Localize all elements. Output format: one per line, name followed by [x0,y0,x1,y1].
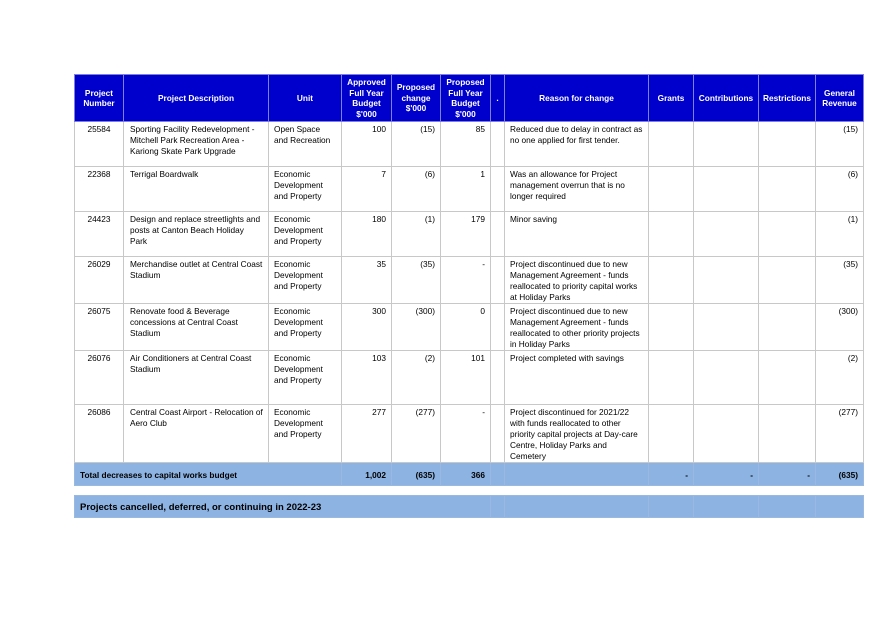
project-description: Sporting Facility Redevelopment - Mitchell Park Recreation Area - Kariong Skate Park Upgrade [124,122,269,167]
project-description: Air Conditioners at Central Coast Stadium [124,351,269,405]
general-revenue: (35) [816,257,864,304]
approved-budget: 100 [342,122,392,167]
grants [649,122,694,167]
restrictions [759,122,816,167]
proposed-change: (35) [392,257,441,304]
contributions [694,405,759,463]
grants [649,304,694,351]
restrictions [759,351,816,405]
proposed-budget: 0 [441,304,491,351]
approved-budget: 300 [342,304,392,351]
reason: Project completed with savings [505,351,649,405]
reason: Minor saving [505,212,649,257]
header-approved-budget: Approved Full Year Budget $'000 [342,75,392,122]
unit: Economic Development and Property [269,304,342,351]
total-reason [505,463,649,486]
proposed-budget: 1 [441,167,491,212]
approved-budget: 35 [342,257,392,304]
table-row [75,257,864,304]
unit: Economic Development and Property [269,351,342,405]
blank-cell [491,167,505,212]
general-revenue: (1) [816,212,864,257]
table-row [75,212,864,257]
proposed-change: (2) [392,351,441,405]
total-proposed: 366 [441,463,491,486]
project-number: 24423 [75,212,124,257]
project-description: Design and replace streetlights and posts at Canton Beach Holiday Park [124,212,269,257]
total-general-revenue: (635) [816,463,864,486]
general-revenue: (277) [816,405,864,463]
project-description: Merchandise outlet at Central Coast Stadium [124,257,269,304]
header-reason: Reason for change [505,75,649,122]
blank-cell [491,257,505,304]
total-approved: 1,002 [342,463,392,486]
proposed-change: (6) [392,167,441,212]
table-row [75,351,864,405]
proposed-change: (1) [392,212,441,257]
project-number: 26086 [75,405,124,463]
section-cell [816,496,864,518]
project-description: Terrigal Boardwalk [124,167,269,212]
project-description: Central Coast Airport - Relocation of Aero Club [124,405,269,463]
restrictions [759,257,816,304]
unit: Economic Development and Property [269,212,342,257]
unit: Economic Development and Property [269,257,342,304]
capital-works-table [74,74,864,518]
header-proposed-budget: Proposed Full Year Budget $'000 [441,75,491,122]
table-row [75,304,864,351]
approved-budget: 277 [342,405,392,463]
approved-budget: 7 [342,167,392,212]
section-cell [694,496,759,518]
header-project-description: Project Description [124,75,269,122]
general-revenue: (6) [816,167,864,212]
reason: Was an allowance for Project management overrun that is no longer required [505,167,649,212]
project-number: 26076 [75,351,124,405]
unit: Open Space and Recreation [269,122,342,167]
spacer-row [75,486,864,496]
reason: Project discontinued due to new Management Agreement - funds reallocated to other priority projects in Holiday Parks [505,304,649,351]
blank-cell [491,463,505,486]
table-row [75,405,864,463]
grants [649,405,694,463]
general-revenue: (15) [816,122,864,167]
project-number: 22368 [75,167,124,212]
section-row [75,496,864,518]
total-restrictions: - [759,463,816,486]
total-label: Total decreases to capital works budget [75,463,342,486]
project-number: 26075 [75,304,124,351]
header-blank: . [491,75,505,122]
contributions [694,351,759,405]
restrictions [759,405,816,463]
header-general-revenue: General Revenue [816,75,864,122]
proposed-budget: 179 [441,212,491,257]
header-proposed-change: Proposed change $'000 [392,75,441,122]
restrictions [759,167,816,212]
contributions [694,122,759,167]
header-contributions: Contributions [694,75,759,122]
blank-cell [491,304,505,351]
table-row [75,167,864,212]
total-row [75,463,864,486]
blank-cell [491,405,505,463]
reason: Reduced due to delay in contract as no one applied for first tender. [505,122,649,167]
header-unit: Unit [269,75,342,122]
project-number: 25584 [75,122,124,167]
unit: Economic Development and Property [269,167,342,212]
header-row [75,75,864,122]
total-change: (635) [392,463,441,486]
total-grants: - [649,463,694,486]
general-revenue: (2) [816,351,864,405]
header-grants: Grants [649,75,694,122]
project-description: Renovate food & Beverage concessions at Central Coast Stadium [124,304,269,351]
proposed-budget: 85 [441,122,491,167]
proposed-budget: - [441,257,491,304]
proposed-change: (300) [392,304,441,351]
restrictions [759,212,816,257]
section-cell [505,496,649,518]
header-restrictions: Restrictions [759,75,816,122]
grants [649,212,694,257]
proposed-change: (277) [392,405,441,463]
section-cell [649,496,694,518]
project-number: 26029 [75,257,124,304]
restrictions [759,304,816,351]
contributions [694,257,759,304]
proposed-budget: 101 [441,351,491,405]
section-title: Projects cancelled, deferred, or continuing in 2022-23 [75,496,491,518]
approved-budget: 180 [342,212,392,257]
proposed-change: (15) [392,122,441,167]
blank-cell [491,212,505,257]
contributions [694,212,759,257]
total-contributions: - [694,463,759,486]
approved-budget: 103 [342,351,392,405]
grants [649,257,694,304]
proposed-budget: - [441,405,491,463]
grants [649,351,694,405]
general-revenue: (300) [816,304,864,351]
blank-cell [491,496,505,518]
header-project-number: Project Number [75,75,124,122]
reason: Project discontinued for 2021/22 with funds reallocated to other priority capital projects at Day-care Centre, Holiday Parks and Cemetery [505,405,649,463]
table-row [75,122,864,167]
contributions [694,304,759,351]
grants [649,167,694,212]
section-cell [759,496,816,518]
reason: Project discontinued due to new Management Agreement - funds reallocated to priority capital works at Holiday Parks [505,257,649,304]
contributions [694,167,759,212]
unit: Economic Development and Property [269,405,342,463]
blank-cell [491,122,505,167]
blank-cell [491,351,505,405]
